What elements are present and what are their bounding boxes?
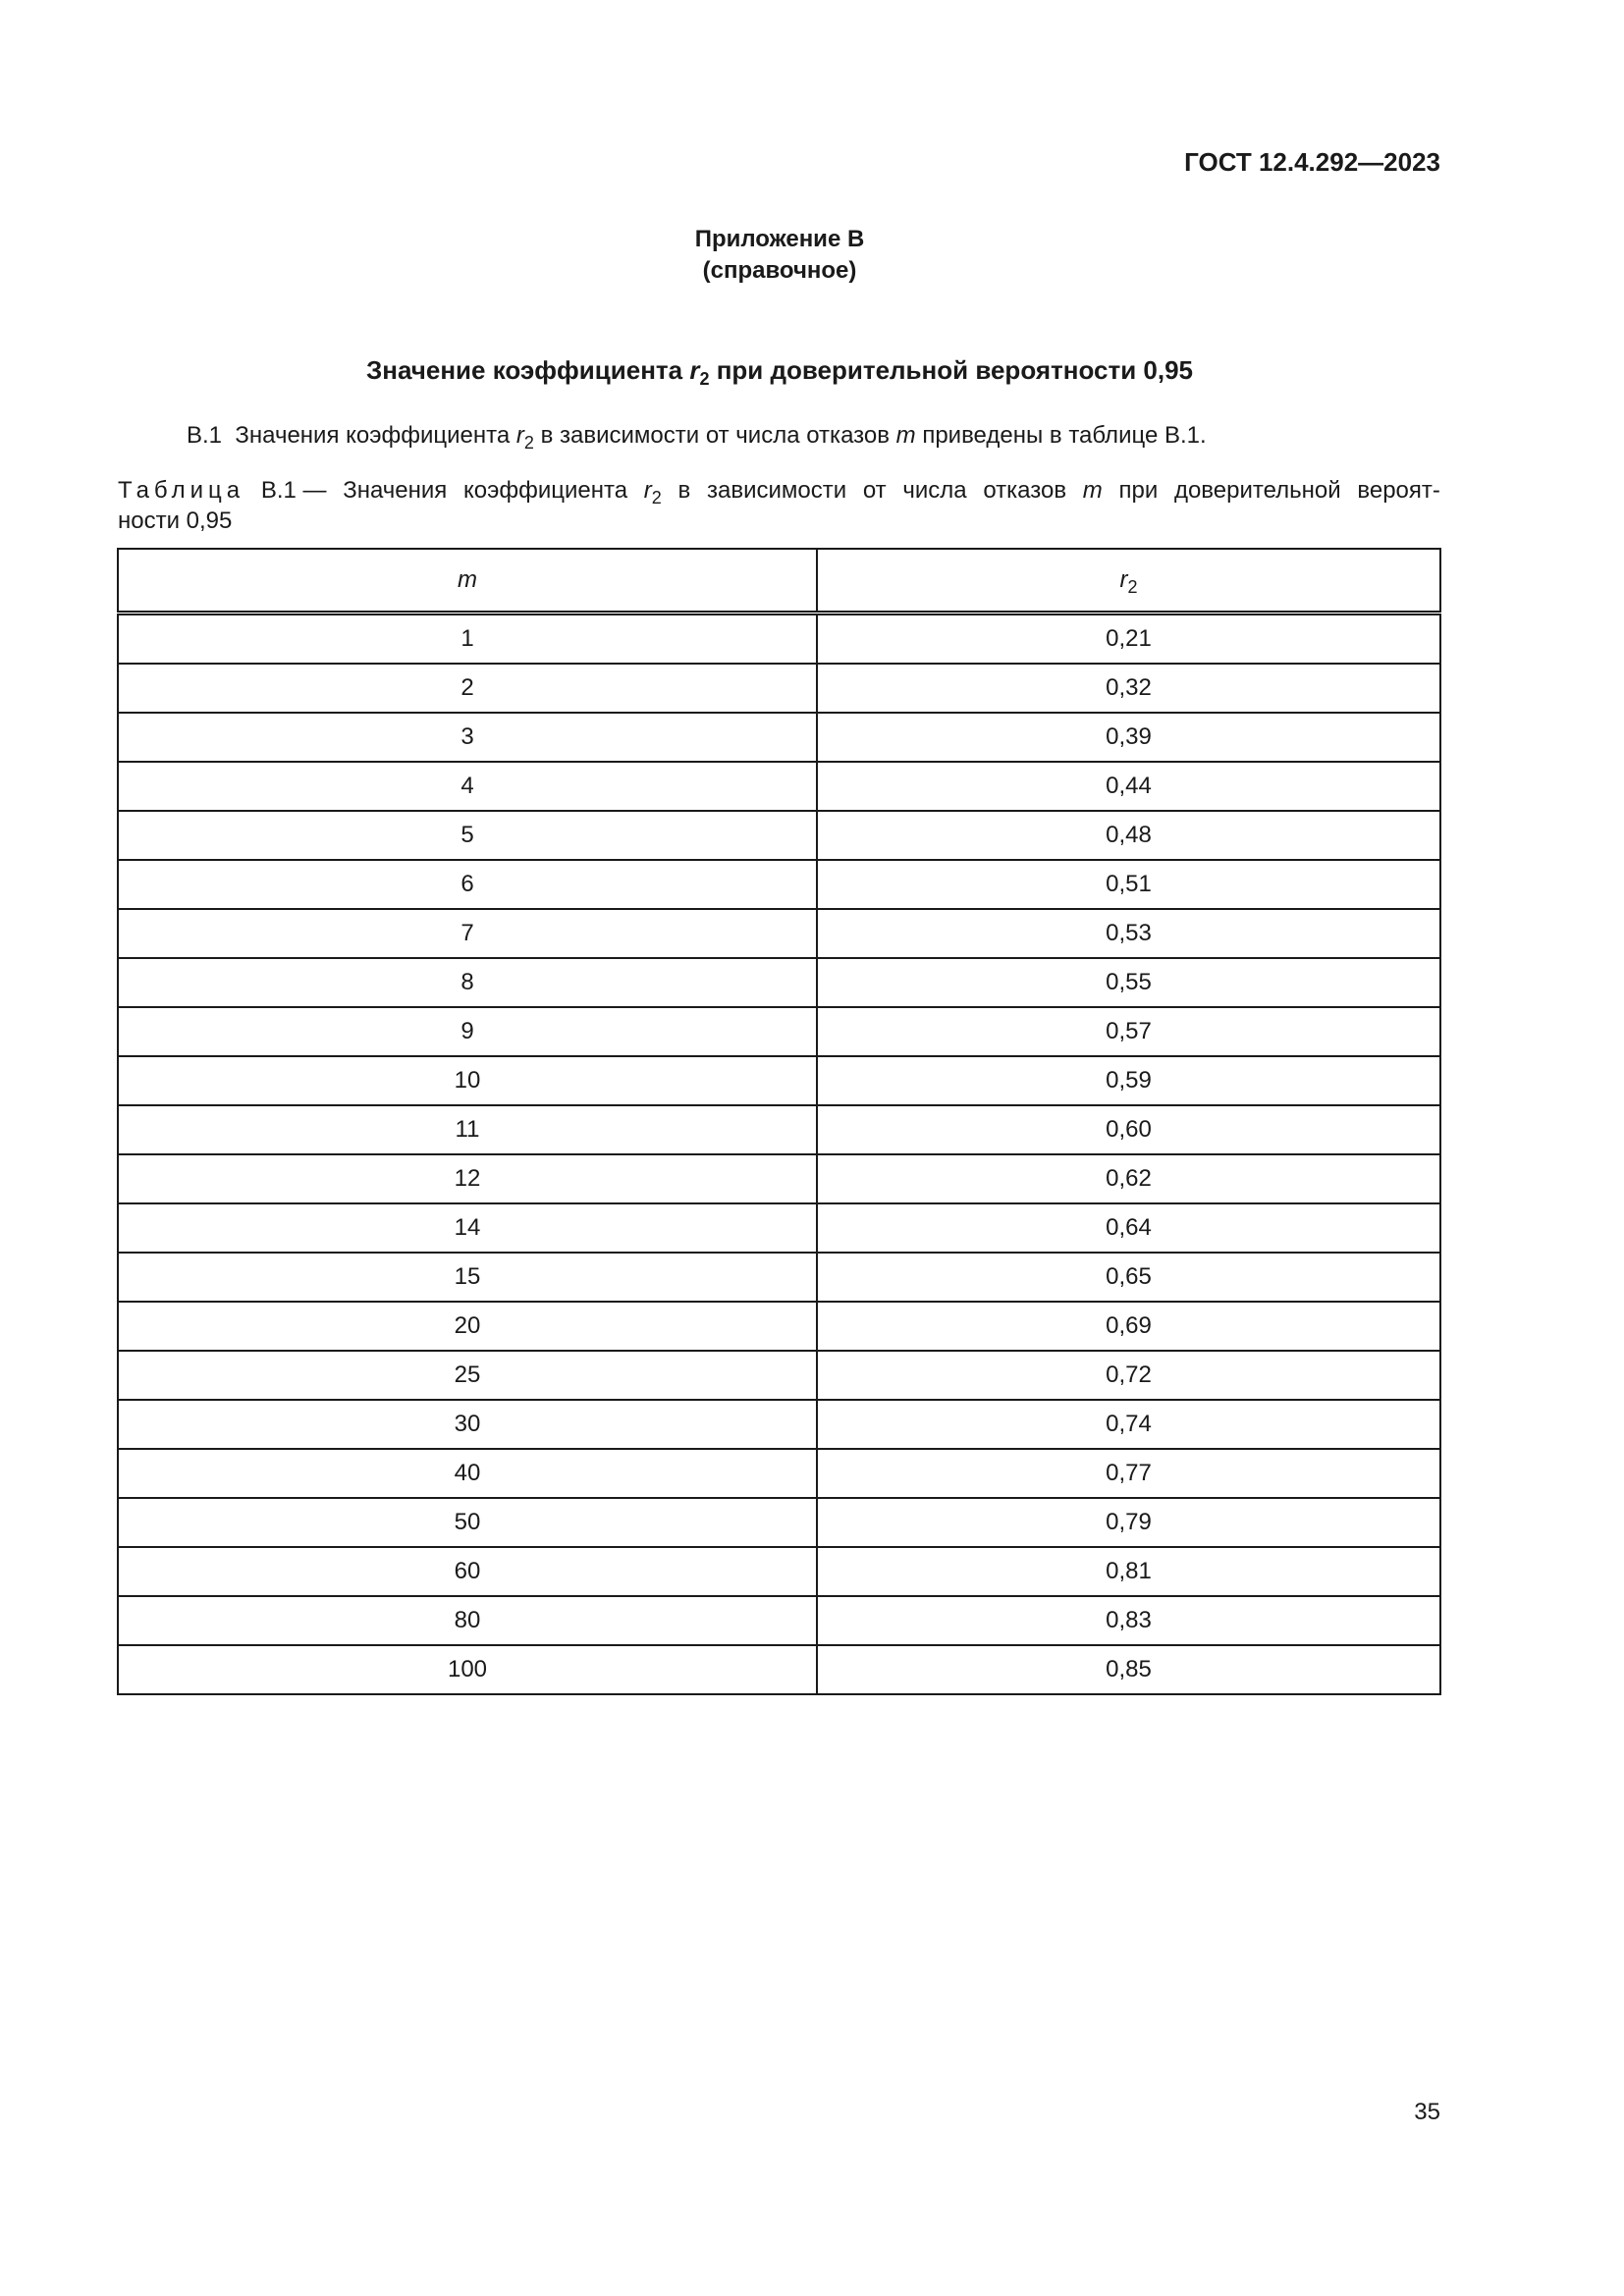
cell-m: 15 (118, 1253, 817, 1302)
cell-m: 9 (118, 1007, 817, 1056)
cell-r2: 0,64 (817, 1203, 1440, 1253)
appendix-title: Приложение В (694, 226, 865, 252)
para-text-mid: в зависимости от числа отказов (540, 422, 890, 449)
table-caption (118, 475, 1440, 536)
table-row (118, 1253, 1440, 1302)
table-row (118, 614, 1440, 665)
cell-m: 20 (118, 1302, 817, 1351)
caption-var-r: r (643, 477, 652, 504)
cell-r2: 0,69 (817, 1302, 1440, 1351)
cell-m: 14 (118, 1203, 817, 1253)
table-header-row (118, 549, 1440, 614)
table-row (118, 860, 1440, 909)
table-row (118, 1498, 1440, 1547)
heading-text-post: при доверительной вероятности 0,95 (716, 355, 1194, 385)
caption-word: числа (902, 477, 967, 504)
cell-r2: 0,59 (817, 1056, 1440, 1105)
cell-r2: 0,77 (817, 1449, 1440, 1498)
cell-r2: 0,83 (817, 1596, 1440, 1645)
table-row (118, 1007, 1440, 1056)
appendix-subtitle: (справочное) (702, 257, 857, 284)
table-row (118, 1056, 1440, 1105)
table-row (118, 664, 1440, 713)
caption-word: коэффициента (463, 477, 628, 504)
cell-r2: 0,74 (817, 1400, 1440, 1449)
table-row (118, 1302, 1440, 1351)
cell-r2: 0,39 (817, 713, 1440, 762)
caption-var-m: m (1082, 477, 1103, 504)
page-number: 35 (1414, 2099, 1440, 2125)
column-header-r2 (817, 549, 1440, 614)
coefficient-table (117, 548, 1441, 1695)
intro-paragraph (187, 422, 1207, 453)
cell-m: 6 (118, 860, 817, 909)
cell-r2: 0,62 (817, 1154, 1440, 1203)
cell-m: 11 (118, 1105, 817, 1154)
cell-m: 3 (118, 713, 817, 762)
table-row (118, 762, 1440, 811)
cell-m: 40 (118, 1449, 817, 1498)
para-text-pre: Значения коэффициента (235, 422, 511, 449)
cell-r2: 0,79 (817, 1498, 1440, 1547)
table-row (118, 1449, 1440, 1498)
cell-r2: 0,32 (817, 664, 1440, 713)
cell-m: 60 (118, 1547, 817, 1596)
cell-m: 10 (118, 1056, 817, 1105)
table-body (118, 614, 1440, 1695)
cell-m: 30 (118, 1400, 817, 1449)
caption-word: отказов (983, 477, 1067, 504)
cell-m: 50 (118, 1498, 817, 1547)
standard-number: ГОСТ 12.4.292—2023 (1184, 147, 1440, 177)
cell-m: 5 (118, 811, 817, 860)
cell-m: 12 (118, 1154, 817, 1203)
para-number: В.1 (187, 422, 223, 449)
table-row (118, 958, 1440, 1007)
caption-label: Таблица (118, 477, 245, 504)
caption-number: В.1 — (260, 477, 327, 504)
caption-word: зависимости (706, 477, 847, 504)
caption-word: при (1118, 477, 1159, 504)
table-row (118, 713, 1440, 762)
caption-line-1 (118, 475, 1440, 506)
heading-text-pre: Значение коэффициента (365, 355, 683, 385)
cell-r2: 0,81 (817, 1547, 1440, 1596)
table-row (118, 1154, 1440, 1203)
cell-r2: 0,72 (817, 1351, 1440, 1400)
heading-var-sub: 2 (699, 369, 710, 389)
table-row (118, 1596, 1440, 1645)
caption-word: в (677, 477, 691, 504)
cell-r2: 0,60 (817, 1105, 1440, 1154)
cell-r2: 0,85 (817, 1645, 1440, 1694)
table-row (118, 811, 1440, 860)
cell-r2: 0,65 (817, 1253, 1440, 1302)
cell-m: 2 (118, 664, 817, 713)
caption-var-sub: 2 (651, 488, 662, 507)
cell-r2: 0,57 (817, 1007, 1440, 1056)
caption-line-2: ности 0,95 (118, 507, 233, 534)
cell-m: 1 (118, 614, 817, 665)
column-header-r2-sub: 2 (1127, 577, 1138, 597)
cell-m: 25 (118, 1351, 817, 1400)
table-row (118, 1400, 1440, 1449)
caption-word: Значения (343, 477, 448, 504)
cell-m: 7 (118, 909, 817, 958)
cell-r2: 0,44 (817, 762, 1440, 811)
cell-m: 8 (118, 958, 817, 1007)
para-var-m: m (895, 422, 916, 449)
heading-var-r: r (689, 355, 700, 385)
table-row (118, 1351, 1440, 1400)
cell-r2: 0,51 (817, 860, 1440, 909)
cell-r2: 0,53 (817, 909, 1440, 958)
cell-m: 80 (118, 1596, 817, 1645)
caption-var-r-group (644, 475, 662, 506)
table-row (118, 1105, 1440, 1154)
cell-r2: 0,21 (817, 614, 1440, 665)
appendix-title-block (0, 224, 1559, 287)
section-heading (0, 355, 1559, 389)
caption-word: от (862, 477, 887, 504)
column-header-m: m (118, 549, 817, 614)
cell-r2: 0,48 (817, 811, 1440, 860)
cell-m: 4 (118, 762, 817, 811)
cell-m: 100 (118, 1645, 817, 1694)
column-header-r2-var: r (1119, 566, 1128, 593)
table-row (118, 1203, 1440, 1253)
table-row (118, 1645, 1440, 1694)
table-row (118, 1547, 1440, 1596)
para-var-r: r (515, 422, 524, 449)
cell-r2: 0,55 (817, 958, 1440, 1007)
caption-word: доверительной (1173, 477, 1341, 504)
para-text-post: приведены в таблице В.1. (922, 422, 1207, 449)
table-row (118, 909, 1440, 958)
caption-word: вероят- (1357, 477, 1440, 504)
para-var-sub: 2 (523, 433, 534, 453)
